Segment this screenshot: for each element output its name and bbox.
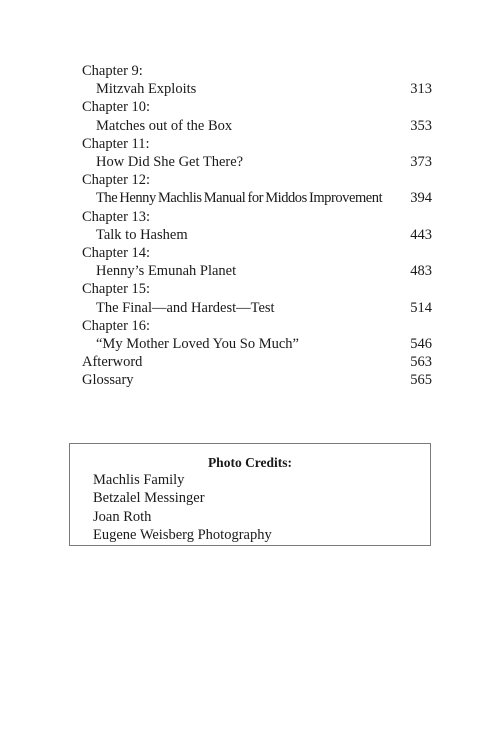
chapter-title: How Did She Get There? (96, 154, 244, 171)
page-number: 353 (410, 117, 432, 134)
chapter-label: Chapter 13: (82, 208, 151, 225)
toc-entry-chapter-10 (82, 98, 432, 134)
toc-entry-chapter-11 (82, 135, 432, 171)
page-number: 565 (410, 372, 432, 389)
chapter-label: Chapter 15: (82, 281, 151, 298)
table-of-contents (82, 62, 432, 390)
chapter-label: Chapter 9: (82, 63, 143, 79)
toc-entry-chapter-14 (82, 244, 432, 280)
toc-entry-chapter-9 (82, 62, 432, 98)
chapter-title: The Henny Machlis Manual for Middos Improvement (96, 190, 383, 207)
toc-entry-chapter-13 (82, 208, 432, 244)
chapter-label: Chapter 16: (82, 317, 151, 334)
photo-credits-box (69, 443, 431, 546)
end-matter-title: Afterword (82, 354, 143, 371)
end-matter-title: Glossary (82, 372, 134, 389)
page-number: 514 (410, 299, 432, 316)
chapter-label: Chapter 14: (82, 245, 151, 262)
chapter-title: Matches out of the Box (96, 117, 233, 134)
page-number: 394 (410, 190, 432, 207)
chapter-label: Chapter 10: (82, 99, 151, 116)
toc-entry-glossary (82, 371, 432, 389)
chapter-title: Talk to Hashem (96, 226, 188, 243)
credit-item: Joan Roth (93, 508, 152, 525)
page-number: 563 (410, 354, 432, 371)
credit-item: Eugene Weisberg Photography (93, 526, 272, 543)
chapter-title: “My Mother Loved You So Much” (96, 336, 299, 353)
photo-credits-list (93, 471, 272, 544)
page-number: 373 (410, 154, 432, 171)
toc-entry-chapter-12 (82, 171, 432, 207)
toc-entry-chapter-16 (82, 317, 432, 353)
page-number: 483 (410, 263, 432, 280)
page-number: 546 (410, 336, 432, 353)
page-number: 313 (410, 81, 432, 98)
toc-entry-chapter-15 (82, 280, 432, 316)
credit-item: Machlis Family (93, 472, 185, 488)
credit-item: Betzalel Messinger (93, 490, 205, 507)
photo-credits-title: Photo Credits: (207, 455, 293, 470)
chapter-title: Henny’s Emunah Planet (96, 263, 237, 280)
chapter-title: The Final—and Hardest—Test (96, 299, 275, 316)
chapter-label: Chapter 11: (82, 135, 150, 152)
chapter-title: Mitzvah Exploits (96, 81, 197, 98)
toc-entry-afterword (82, 353, 432, 371)
chapter-label: Chapter 12: (82, 172, 151, 189)
page-number: 443 (410, 226, 432, 243)
